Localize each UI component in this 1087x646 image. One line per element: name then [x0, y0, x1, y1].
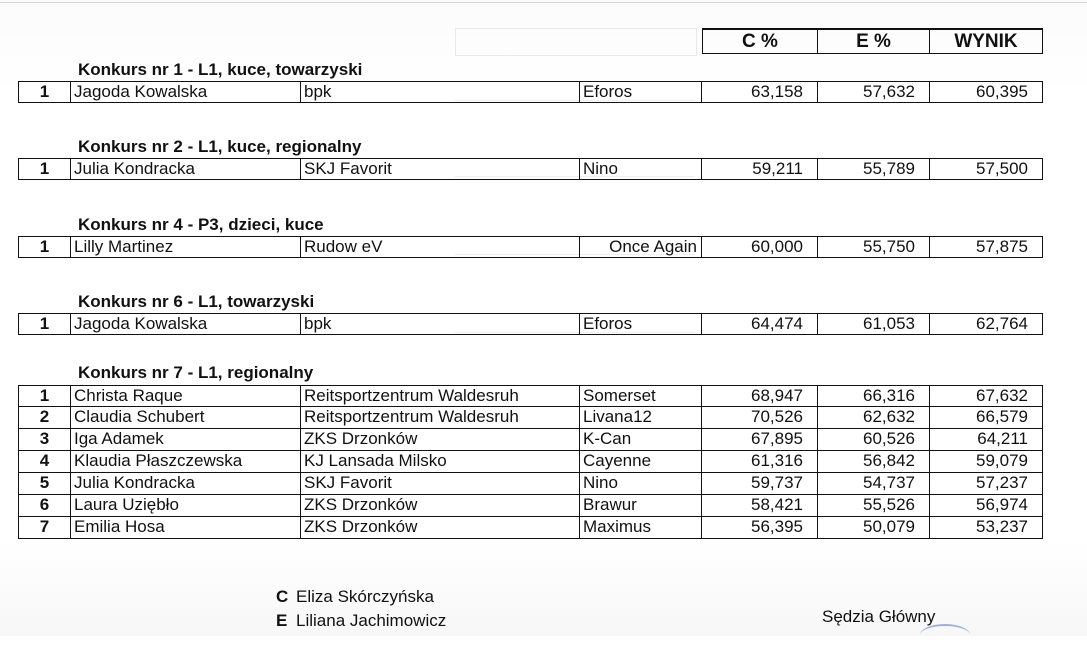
horse-cell: K-Can: [580, 429, 702, 451]
judge-c-name: Eliza Skórczyńska: [296, 587, 434, 606]
wynik-score-cell: 64,211: [930, 429, 1043, 451]
header-wynik: WYNIK: [930, 28, 1043, 54]
c-score-cell: 56,395: [702, 517, 818, 539]
result-row: [0, 473, 1087, 495]
wynik-score-cell: 67,632: [930, 385, 1043, 407]
judge-c: [276, 587, 434, 607]
rank-cell: 1: [18, 385, 71, 407]
rider-cell: Claudia Schubert: [71, 407, 301, 429]
competition-title: Konkurs nr 1 - L1, kuce, towarzyski: [78, 60, 363, 79]
rank-cell: 3: [18, 429, 71, 451]
wynik-score-cell: 53,237: [930, 517, 1043, 539]
rank-cell: 1: [18, 158, 71, 180]
horse-cell: Somerset: [580, 385, 702, 407]
rider-cell: Lilly Martinez: [71, 236, 301, 258]
rider-cell: Julia Kondracka: [71, 158, 301, 180]
rank-cell: 4: [18, 451, 71, 473]
result-row: [0, 451, 1087, 473]
e-score-cell: 50,079: [818, 517, 930, 539]
head-judge-label: Sędzia Główny: [822, 607, 936, 626]
result-row: [0, 429, 1087, 451]
e-score-cell: 55,789: [818, 158, 930, 180]
club-cell: SKJ Favorit: [301, 473, 580, 495]
wynik-score-cell: 59,079: [930, 451, 1043, 473]
result-row: [0, 313, 1087, 335]
horse-cell: Brawur: [580, 495, 702, 517]
horse-cell: Livana12: [580, 407, 702, 429]
rank-cell: 5: [18, 473, 71, 495]
horse-cell: Eforos: [580, 313, 702, 335]
c-score-cell: 58,421: [702, 495, 818, 517]
club-cell: Reitsportzentrum Waldesruh: [301, 407, 580, 429]
judge-e-letter: E: [276, 611, 288, 630]
competition-title: Konkurs nr 2 - L1, kuce, regionalny: [78, 137, 362, 156]
wynik-score-cell: 60,395: [930, 81, 1043, 103]
c-score-cell: 67,895: [702, 429, 818, 451]
club-cell: Rudow eV: [301, 236, 580, 258]
rank-cell: 6: [18, 495, 71, 517]
e-score-cell: 60,526: [818, 429, 930, 451]
competition-title: Konkurs nr 7 - L1, regionalny: [78, 363, 314, 382]
header-e-percent: E %: [818, 28, 930, 54]
rider-cell: Emilia Hosa: [71, 517, 301, 539]
result-row: [0, 385, 1087, 407]
horse-cell: Once Again: [580, 236, 702, 258]
horse-cell: Nino: [580, 473, 702, 495]
judge-c-letter: C: [276, 587, 289, 606]
signature-mark: [920, 624, 970, 646]
rider-cell: Iga Adamek: [71, 429, 301, 451]
wynik-score-cell: 56,974: [930, 495, 1043, 517]
c-score-cell: 70,526: [702, 407, 818, 429]
horse-cell: Eforos: [580, 81, 702, 103]
wynik-score-cell: 66,579: [930, 407, 1043, 429]
rider-cell: Jagoda Kowalska: [71, 81, 301, 103]
rider-cell: Laura Uziębło: [71, 495, 301, 517]
judge-e-name: Liliana Jachimowicz: [296, 611, 447, 630]
wynik-score-cell: 57,237: [930, 473, 1043, 495]
club-cell: KJ Lansada Milsko: [301, 451, 580, 473]
result-row: [0, 407, 1087, 429]
club-cell: ZKS Drzonków: [301, 495, 580, 517]
rank-cell: 1: [18, 313, 71, 335]
rank-cell: 2: [18, 407, 71, 429]
c-score-cell: 63,158: [702, 81, 818, 103]
wynik-score-cell: 62,764: [930, 313, 1043, 335]
wynik-score-cell: 57,875: [930, 236, 1043, 258]
bleed-through-header: [455, 28, 697, 56]
rank-cell: 7: [18, 517, 71, 539]
c-score-cell: 60,000: [702, 236, 818, 258]
horse-cell: Cayenne: [580, 451, 702, 473]
c-score-cell: 61,316: [702, 451, 818, 473]
rider-cell: Klaudia Płaszczewska: [71, 451, 301, 473]
result-row: [0, 81, 1087, 103]
club-cell: SKJ Favorit: [301, 158, 580, 180]
c-score-cell: 59,211: [702, 158, 818, 180]
rider-cell: Jagoda Kowalska: [71, 313, 301, 335]
c-score-cell: 68,947: [702, 385, 818, 407]
e-score-cell: 57,632: [818, 81, 930, 103]
e-score-cell: 54,737: [818, 473, 930, 495]
e-score-cell: 56,842: [818, 451, 930, 473]
competition-title: Konkurs nr 6 - L1, towarzyski: [78, 292, 315, 311]
result-row: [0, 236, 1087, 258]
competition-title: Konkurs nr 4 - P3, dzieci, kuce: [78, 215, 324, 234]
e-score-cell: 55,750: [818, 236, 930, 258]
result-row: [0, 495, 1087, 517]
club-cell: ZKS Drzonków: [301, 429, 580, 451]
club-cell: Reitsportzentrum Waldesruh: [301, 385, 580, 407]
c-score-cell: 59,737: [702, 473, 818, 495]
rider-cell: Julia Kondracka: [71, 473, 301, 495]
c-score-cell: 64,474: [702, 313, 818, 335]
e-score-cell: 66,316: [818, 385, 930, 407]
judge-e: [276, 611, 446, 631]
header-c-percent: C %: [702, 28, 818, 54]
club-cell: ZKS Drzonków: [301, 517, 580, 539]
rank-cell: 1: [18, 236, 71, 258]
horse-cell: Maximus: [580, 517, 702, 539]
wynik-score-cell: 57,500: [930, 158, 1043, 180]
club-cell: bpk: [301, 81, 580, 103]
rider-cell: Christa Raque: [71, 385, 301, 407]
rank-cell: 1: [18, 81, 71, 103]
e-score-cell: 55,526: [818, 495, 930, 517]
e-score-cell: 61,053: [818, 313, 930, 335]
horse-cell: Nino: [580, 158, 702, 180]
result-row: [0, 517, 1087, 539]
club-cell: bpk: [301, 313, 580, 335]
top-border: [0, 2, 1087, 3]
result-row: [0, 158, 1087, 180]
e-score-cell: 62,632: [818, 407, 930, 429]
